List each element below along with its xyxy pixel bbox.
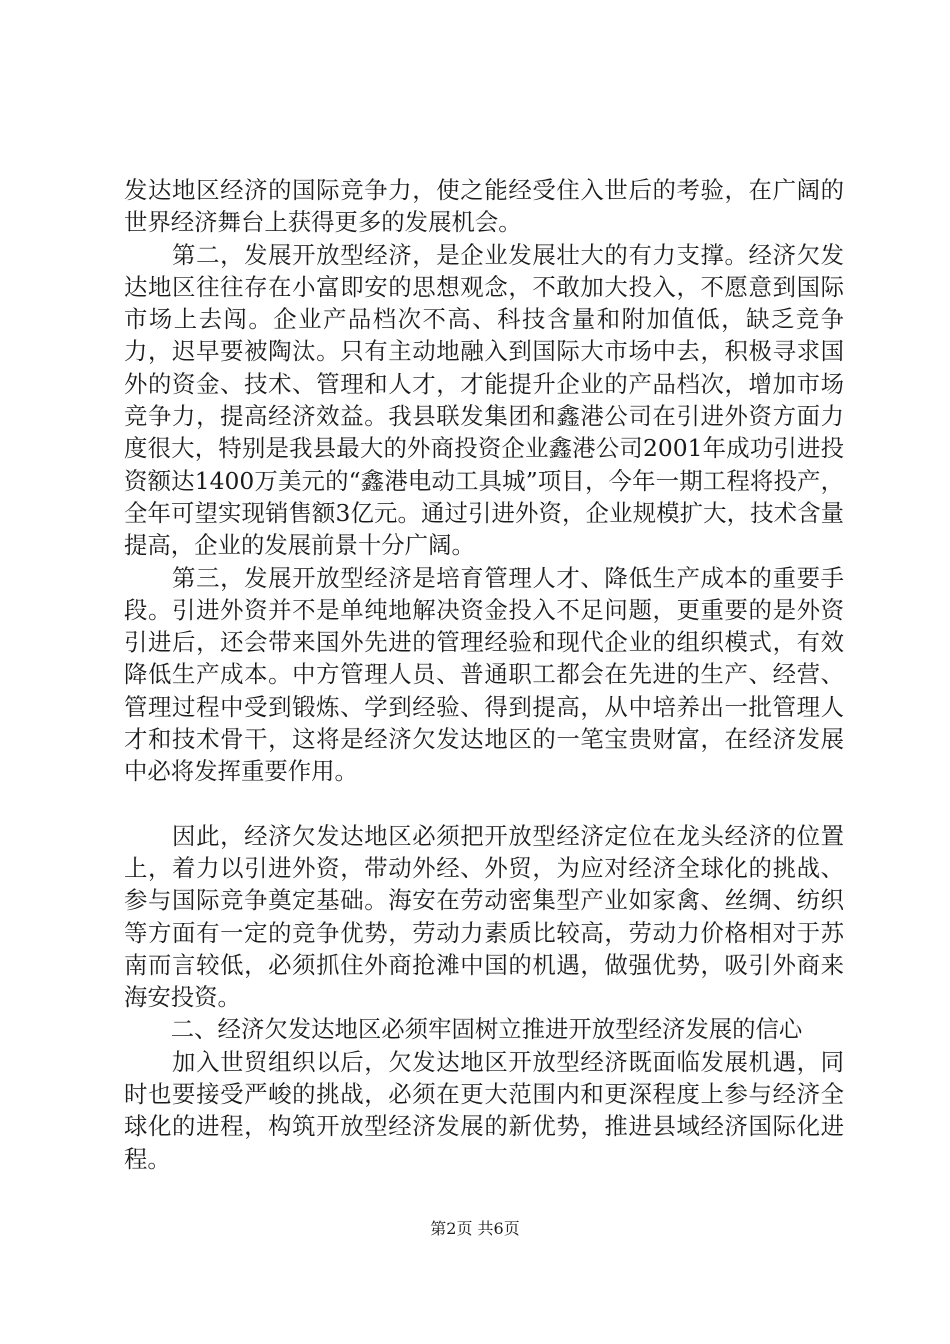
paragraph-conclusion: 因此，经济欠发达地区必须把开放型经济定位在龙头经济的位置上，着力以引进外资，带动外经、外贸，为应对经济全球化的挑战、参与国际竞争奠定基础。海安在劳动密集型产业如家禽、丝绸、纺织等方面有一定的竞争优势，劳动力素质比较高，劳动力价格相对于苏南而言较低，必须抓住外商抢滩中国的机遇，做强优势，吸引外商来海安投资。 [124, 821, 844, 1012]
paragraph-third-point: 第三，发展开放型经济是培育管理人才、降低生产成本的重要手段。引进外资并不是单纯地解决资金投入不足问题，更重要的是外资引进后，还会带来国外先进的管理经验和现代企业的组织模式，有效降低生产成本。中方管理人员、普通职工都会在先进的生产、经营、管理过程中受到锻炼、学到经验、得到提高，从中培养出一批管理人才和技术骨干，这将是经济欠发达地区的一笔宝贵财富，在经济发展中必将发挥重要作用。 [124, 563, 844, 786]
section-heading: 二、经济欠发达地区必须牢固树立推进开放型经济发展的信心 [124, 1015, 803, 1044]
page-number-footer: 第2页 共6页 [430, 1219, 520, 1238]
document-body [124, 174, 844, 1175]
paragraph-wto: 加入世贸组织以后，欠发达地区开放型经济既面临发展机遇，同时也要接受严峻的挑战，必须在更大范围内和更深程度上参与经济全球化的进程，构筑开放型经济发展的新优势，推进县域经济国际化进程。 [124, 1047, 844, 1173]
paragraph-continuation: 发达地区经济的国际竞争力，使之能经受住入世后的考验，在广阔的世界经济舞台上获得更多的发展机会。 [124, 176, 844, 237]
paragraph-gap [124, 788, 844, 820]
paragraph-second-point: 第二，发展开放型经济，是企业发展壮大的有力支撑。经济欠发达地区往往存在小富即安的思想观念，不敢加大投入，不愿意到国际市场上去闯。企业产品档次不高、科技含量和附加值低，缺乏竞争力，迟早要被陶汰。只有主动地融入到国际大市场中去，积极寻求国外的资金、技术、管理和人才，才能提升企业的产品档次，增加市场竞争力，提高经济效益。我县联发集团和鑫港公司在引进外资方面力度很大，特别是我县最大的外商投资企业鑫港公司2001年成功引进投资额达1400万美元的“鑫港电动工具城”项目，今年一期工程将投产，全年可望实现销售额3亿元。通过引进外资，企业规模扩大，技术含量提高，企业的发展前景十分广阔。 [124, 240, 844, 560]
